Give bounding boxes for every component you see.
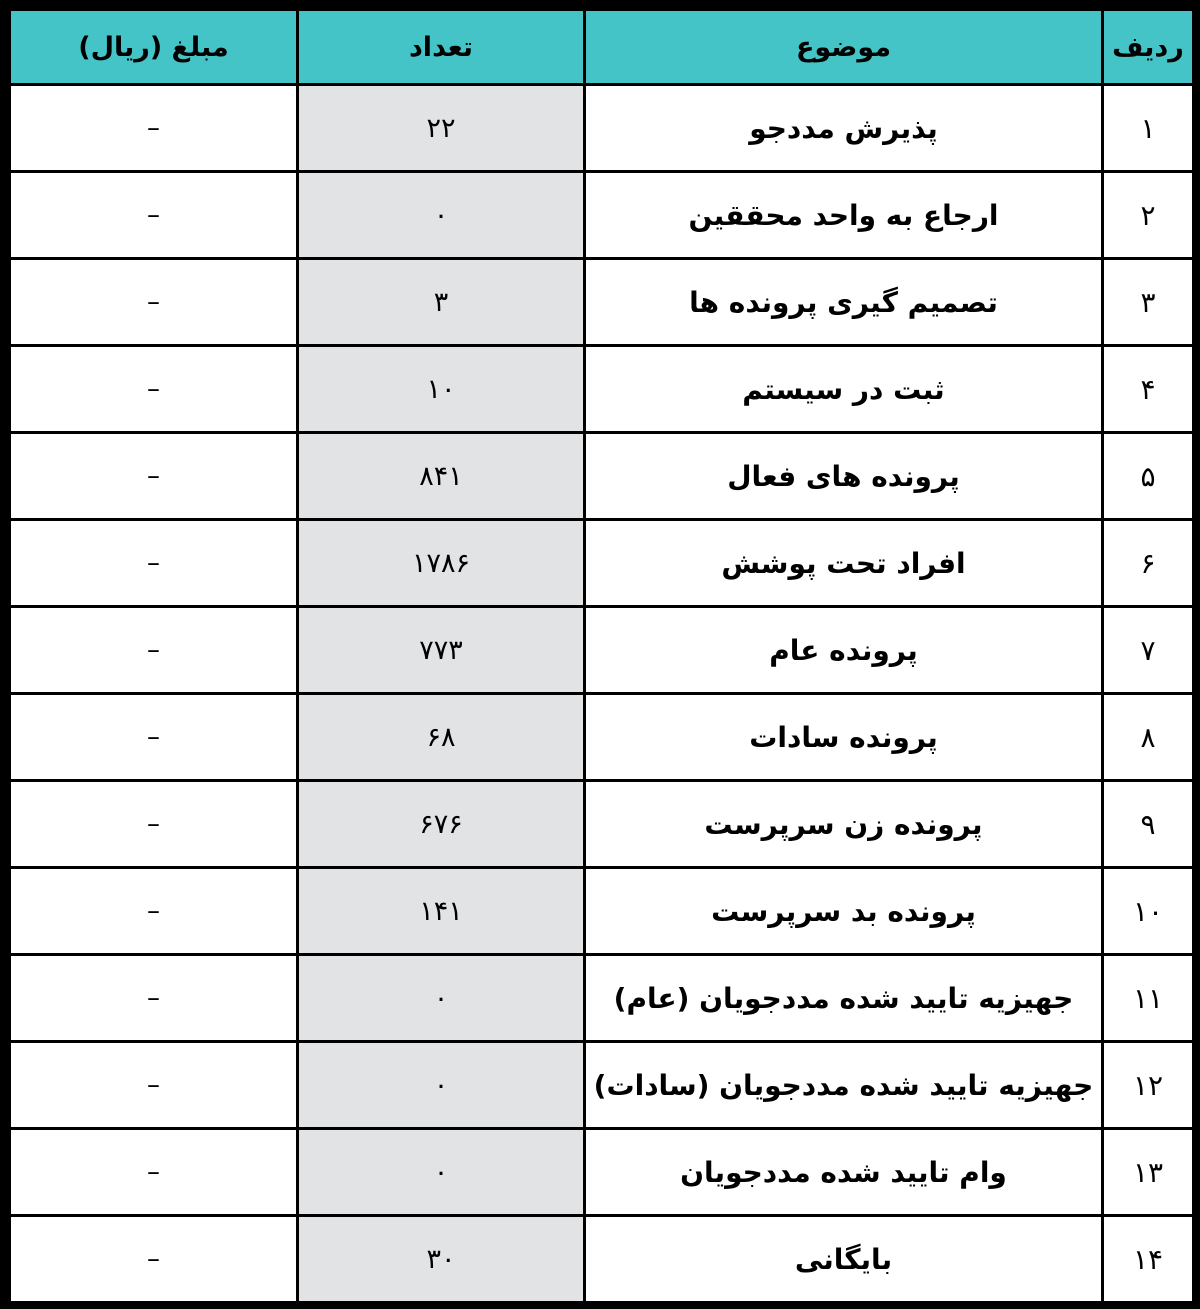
table-row (10, 259, 1194, 346)
count-cell: ۲۲ (298, 85, 585, 172)
header-subject: موضوع (585, 10, 1103, 85)
amount-cell: – (10, 520, 298, 607)
amount-cell: – (10, 868, 298, 955)
count-cell: ۰ (298, 955, 585, 1042)
report-table-container (8, 8, 1192, 1301)
count-cell: ۳۰ (298, 1216, 585, 1303)
row-number-cell: ۱ (1103, 85, 1194, 172)
subject-cell: تصمیم گیری پرونده ها (585, 259, 1103, 346)
amount-cell: – (10, 1042, 298, 1129)
amount-cell: – (10, 433, 298, 520)
amount-cell: – (10, 1216, 298, 1303)
subject-cell: افراد تحت پوشش (585, 520, 1103, 607)
table-row (10, 694, 1194, 781)
row-number-cell: ۴ (1103, 346, 1194, 433)
table-row (10, 781, 1194, 868)
count-cell: ۳ (298, 259, 585, 346)
header-amount: مبلغ (ریال) (10, 10, 298, 85)
count-cell: ۶۷۶ (298, 781, 585, 868)
amount-cell: – (10, 694, 298, 781)
row-number-cell: ۱۱ (1103, 955, 1194, 1042)
count-cell: ۰ (298, 172, 585, 259)
row-number-cell: ۵ (1103, 433, 1194, 520)
row-number-cell: ۱۳ (1103, 1129, 1194, 1216)
count-cell: ۱۴۱ (298, 868, 585, 955)
subject-cell: ارجاع به واحد محققین (585, 172, 1103, 259)
count-cell: ۰ (298, 1042, 585, 1129)
subject-cell: جهیزیه تایید شده مددجویان (سادات) (585, 1042, 1103, 1129)
table-row (10, 346, 1194, 433)
table-header (10, 10, 1194, 85)
amount-cell: – (10, 85, 298, 172)
table-row (10, 868, 1194, 955)
subject-cell: پرونده های فعال (585, 433, 1103, 520)
subject-cell: وام تایید شده مددجویان (585, 1129, 1103, 1216)
header-count: تعداد (298, 10, 585, 85)
table-row (10, 1216, 1194, 1303)
subject-cell: پرونده بد سرپرست (585, 868, 1103, 955)
amount-cell: – (10, 607, 298, 694)
row-number-cell: ۱۲ (1103, 1042, 1194, 1129)
amount-cell: – (10, 1129, 298, 1216)
amount-cell: – (10, 781, 298, 868)
subject-cell: پرونده سادات (585, 694, 1103, 781)
row-number-cell: ۲ (1103, 172, 1194, 259)
table-row (10, 1042, 1194, 1129)
subject-cell: ثبت در سیستم (585, 346, 1103, 433)
table-row (10, 85, 1194, 172)
subject-cell: پرونده عام (585, 607, 1103, 694)
row-number-cell: ۸ (1103, 694, 1194, 781)
table-row (10, 520, 1194, 607)
table-row (10, 955, 1194, 1042)
row-number-cell: ۹ (1103, 781, 1194, 868)
subject-cell: پرونده زن سرپرست (585, 781, 1103, 868)
row-number-cell: ۶ (1103, 520, 1194, 607)
count-cell: ۱۰ (298, 346, 585, 433)
amount-cell: – (10, 346, 298, 433)
subject-cell: بایگانی (585, 1216, 1103, 1303)
count-cell: ۶۸ (298, 694, 585, 781)
table-row (10, 607, 1194, 694)
report-table (8, 8, 1195, 1304)
table-row (10, 1129, 1194, 1216)
table-body (10, 85, 1194, 1303)
amount-cell: – (10, 172, 298, 259)
row-number-cell: ۳ (1103, 259, 1194, 346)
header-row (10, 10, 1194, 85)
table-row (10, 433, 1194, 520)
row-number-cell: ۱۴ (1103, 1216, 1194, 1303)
count-cell: ۸۴۱ (298, 433, 585, 520)
count-cell: ۱۷۸۶ (298, 520, 585, 607)
amount-cell: – (10, 955, 298, 1042)
count-cell: ۷۷۳ (298, 607, 585, 694)
count-cell: ۰ (298, 1129, 585, 1216)
row-number-cell: ۷ (1103, 607, 1194, 694)
header-row-number: ردیف (1103, 10, 1194, 85)
amount-cell: – (10, 259, 298, 346)
table-row (10, 172, 1194, 259)
subject-cell: جهیزیه تایید شده مددجویان (عام) (585, 955, 1103, 1042)
subject-cell: پذیرش مددجو (585, 85, 1103, 172)
row-number-cell: ۱۰ (1103, 868, 1194, 955)
